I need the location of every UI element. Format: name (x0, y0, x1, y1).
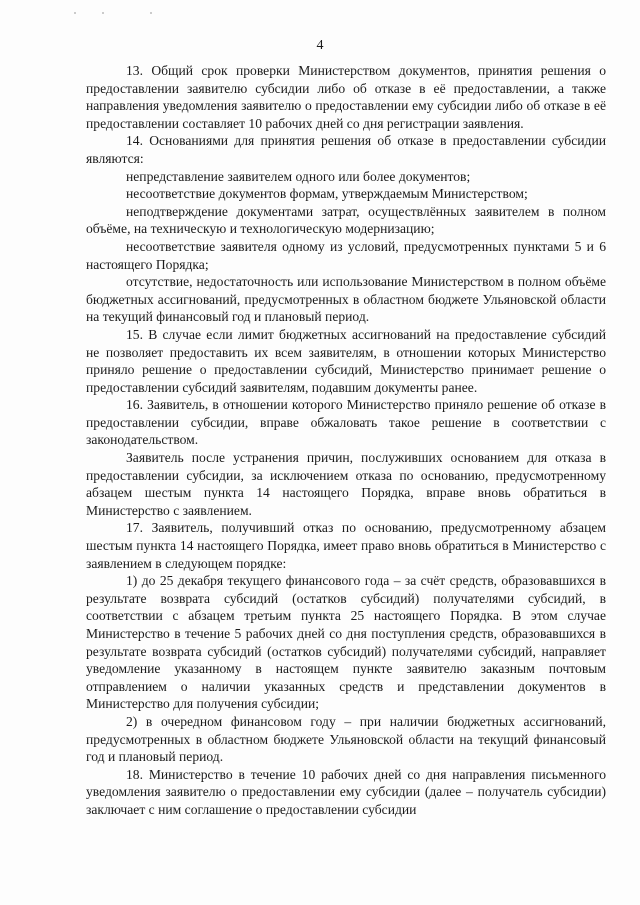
paragraph-17: 17. Заявитель, получивший отказ по основанию, предусмотренному абзацем шестым пункта 14 настоящего Порядка, имеет право вновь обратиться в Министерство с заявлением в следующем порядке: (86, 520, 606, 571)
paragraph-17-item-1: 1) до 25 декабря текущего финансового года – за счёт средств, образовавшихся в результате возврата субсидий (остатков субсидий) получателями субсидий, в соответствии с абзацем третьим пункта 25 настоящего Порядка. В этом случае Министерство в течение 5 рабочих дней со дня поступления средств, образовавшихся в результате возврата субсидий (остатков субсидий) получателями субсидий, направляет уведомление указанному в настоящем пункте заявителю заказным почтовым отправлением о наличии указанных средств и представлении документов в Министерство для получения субсидии; (86, 573, 606, 712)
paragraph-13: 13. Общий срок проверки Министерством документов, принятия решения о предоставлении заявителю субсидии либо об отказе в её предоставлении, а также направления уведомления заявителю о предоставлении ему субсидии либо об отказе в её предоставлении составляет 10 рабочих дней со дня регистрации заявления. (86, 63, 606, 131)
paragraph-15: 15. В случае если лимит бюджетных ассигнований на предоставление субсидий не позволяет предоставить их всем заявителям, в отношении которых Министерство приняло решение о предоставлении субсидий, Министерство принимает решение о предоставлении субсидий заявителям, подавшим документы ранее. (86, 326, 606, 395)
paragraph-14-item: несоответствие документов формам, утверждаемым Министерством; (126, 186, 528, 202)
paragraph-14-item: неподтверждение документами затрат, осуществлённых заявителем в полном объёме, на техническую и технологическую модернизацию; (86, 203, 606, 237)
paragraph-14-item: отсутствие, недостаточность или использование Министерством в полном объёме бюджетных ассигнований, предусмотренных в областном бюджете Ульяновской области на текущий финансовый год и плановый период. (86, 274, 606, 325)
paragraph-14: 14. Основаниями для принятия решения об отказе в предоставлении субсидии являются: (86, 133, 606, 166)
paragraph-16: 16. Заявитель, в отношении которого Министерство приняло решение об отказе в предоставлении субсидии, вправе обжаловать такое решение в соответствии с законодательством. (86, 397, 606, 448)
page-number: 4 (316, 38, 324, 53)
document-body (86, 62, 606, 819)
paragraph-14-item: несоответствие заявителя одному из условий, предусмотренных пунктами 5 и 6 настоящего Порядка; (86, 238, 606, 272)
scan-speck (74, 12, 76, 14)
scan-speck (150, 12, 152, 14)
paragraph-18: 18. Министерство в течение 10 рабочих дней со дня направления письменного уведомления заявителю о предоставлении ему субсидии (далее – получатель субсидии) заключает с ним соглашение о предоставлении субсидии (86, 766, 606, 817)
scan-speck (102, 12, 104, 14)
paragraph-14-item: непредставление заявителем одного или более документов; (126, 168, 471, 184)
paragraph-16-continuation: Заявитель после устранения причин, послуживших основанием для отказа в предоставлении субсидии, за исключением отказа по основанию, предусмотренному абзацем шестым пункта 14 настоящего Порядка, вправе вновь обратиться в Министерство с заявлением. (86, 450, 606, 518)
paragraph-17-item-2: 2) в очередном финансовом году – при наличии бюджетных ассигнований, предусмотренных в областном бюджете Ульяновской области на текущий финансовый год и плановый период. (86, 713, 606, 765)
